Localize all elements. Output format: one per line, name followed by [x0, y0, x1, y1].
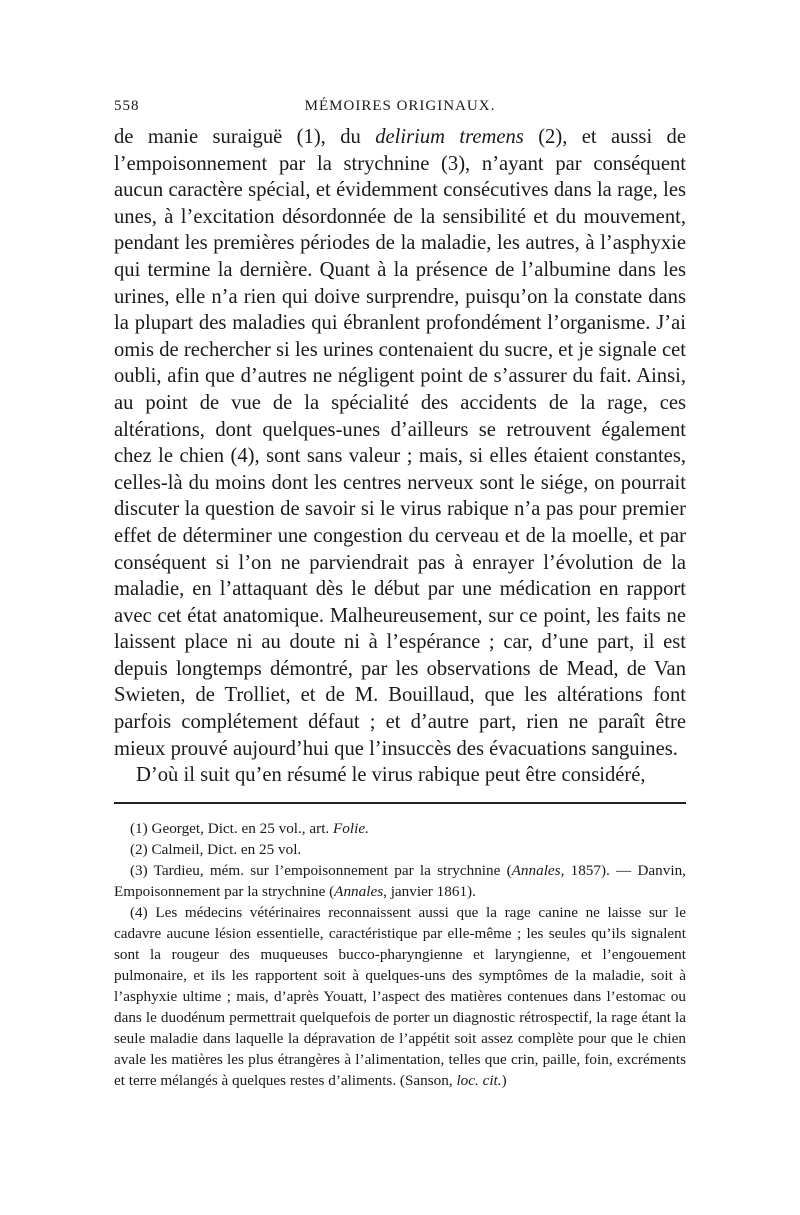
footnote-text: (3) Tardieu, mém. sur l’empoisonnement par la strychnine (: [130, 861, 512, 879]
footnote-rule: [114, 802, 686, 804]
italic-term: loc. cit.: [456, 1071, 502, 1089]
footnote-2: [114, 839, 686, 860]
page: [114, 96, 686, 1091]
paragraph: [114, 124, 686, 762]
footnote-text: (4) Les médecins vétérinaires reconnaissent aussi que la rage canine ne laisse sur le cadavre aucune lésion essentielle, caractéristique par elle-même ; les seules qu’ils signalent sont la rougeur des muqueuses bucco-pharyngienne et laryngienne, et l’engouement pulmonaire, et ils les rapportent soit à quelques-uns des symptômes de la maladie, soit à l’asphyxie ultime ; mais, d’après Youatt, l’aspect des matières contenues dans l’estomac ou dans le duodénum permettrait quelquefois de porter un diagnostic rétrospectif, la rage étant la seule maladie dans laquelle la dépravation de l’appétit soit assez complète pour que le chien avale les matières les plus étrangères à l’alimentation, telles que crin, paille, foin, excréments et terre mélangés à quelques restes d’aliments. (Sanson,: [114, 903, 686, 1089]
italic-term: Annales: [511, 861, 561, 879]
footnote-4: [114, 902, 686, 1091]
footnotes: [114, 818, 686, 1091]
footnote-text: , 1857). — Danvin, Empoisonnement par la strychnine (: [114, 861, 686, 900]
italic-term: Annales: [334, 882, 384, 900]
footnote-3: [114, 860, 686, 902]
paragraph-text: (2), et aussi de l’empoisonnement par la strychnine (3), n’ayant par conséquent aucun caractère spécial, et évidemment consécutives dans la rage, les unes, à l’excitation désordonnée de la sensibilité et du mouvement, pendant les premières périodes de la maladie, les autres, à l’asphyxie qui termine la dernière. Quant à la présence de l’albumine dans les urines, elle n’a rien qui doive surprendre, puisqu’on la constate dans la plupart des maladies qui ébranlent profondément l’organisme. J’ai omis de rechercher si les urines contenaient du sucre, et je signale cet oubli, afin que d’autres ne négligent point de s’assurer du fait. Ainsi, au point de vue de la spécialité des accidents de la rage, ces altérations, dont quelques-unes d’ailleurs se retrouvent également chez le chien (4), sont sans valeur ; mais, si elles étaient constantes, celles-là du moins dont les centres nerveux sont le siége, on pourrait discuter la question de savoir si le virus rabique n’a pas pour premier effet de déterminer une congestion du cerveau et de la moelle, et par conséquent si l’on ne parviendrait pas à enrayer l’évolution de la maladie, en l’attaquant dès le début par une médication en rapport avec cet état anatomique. Malheureusement, sur ce point, les faits ne laissent place ni au doute ni à l’espérance ; car, d’une part, il est depuis longtemps démontré, par les observations de Mead, de Van Swieten, de Trolliet, et de M. Bouillaud, que les altérations font parfois complétement défaut ; et d’autre part, rien ne paraît être mieux prouvé aujourd’hui que l’insuccès des évacuations sanguines.: [114, 126, 686, 760]
italic-term: delirium tremens: [375, 126, 524, 148]
footnote-1: [114, 818, 686, 839]
italic-term: Folie.: [333, 819, 369, 837]
running-title: MÉMOIRES ORIGINAUX.: [304, 98, 496, 114]
footnote-text: ): [501, 1071, 507, 1089]
main-text: [114, 124, 686, 789]
paragraph-text: D’où il suit qu’en résumé le virus rabique peut être considéré,: [136, 764, 646, 787]
footnote-text: , janvier 1861).: [383, 882, 476, 900]
paragraph-text: de manie suraiguë (1), du: [114, 126, 376, 148]
footnote-text: (1) Georget, Dict. en 25 vol., art.: [130, 819, 334, 837]
page-header: [114, 96, 686, 124]
page-number: 558: [114, 98, 140, 114]
footnote-text: (2) Calmeil, Dict. en 25 vol.: [130, 840, 302, 858]
paragraph: [114, 762, 686, 789]
